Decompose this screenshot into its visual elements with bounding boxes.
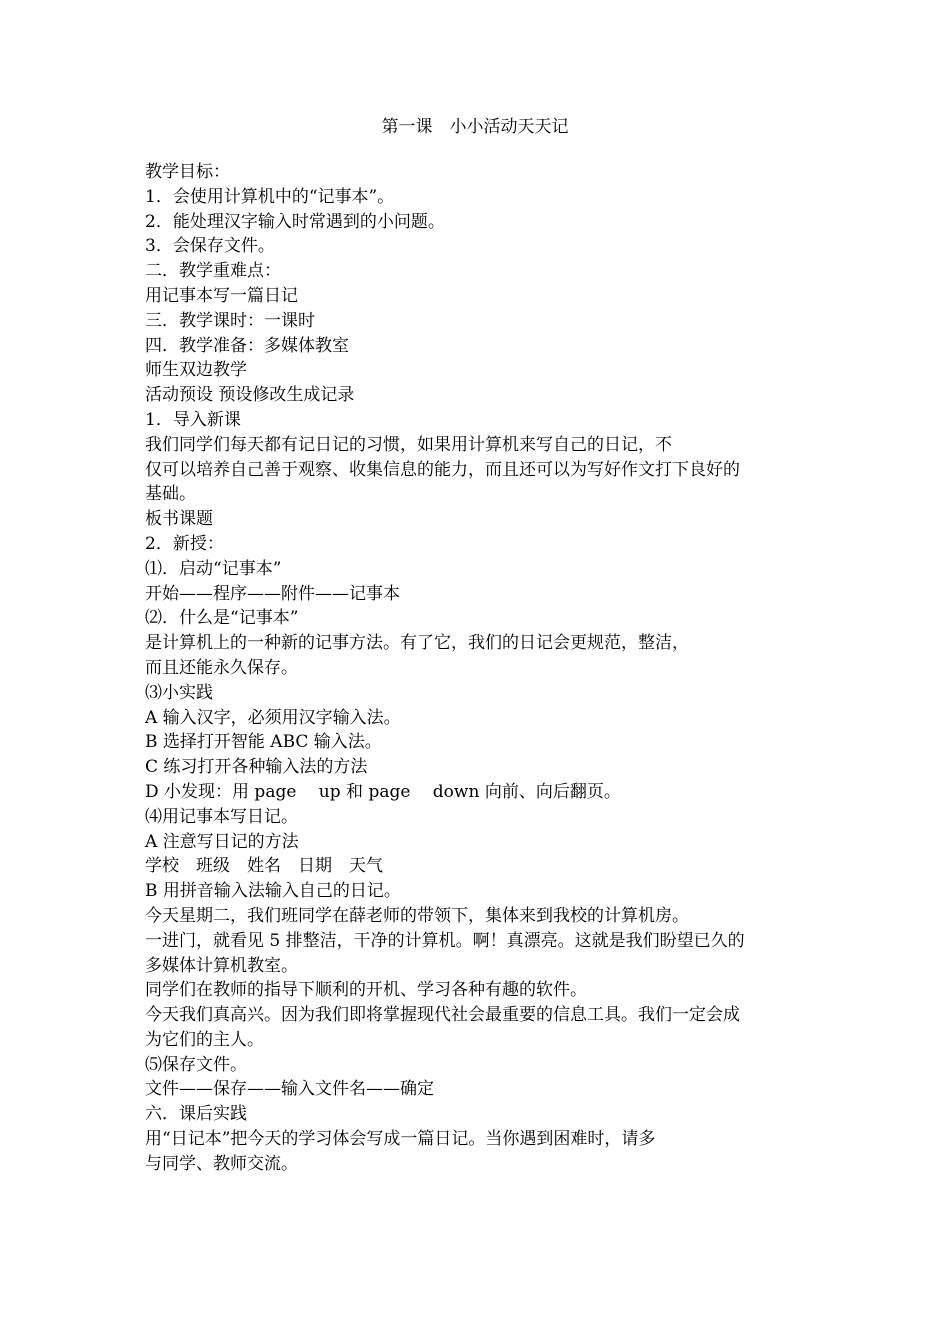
text-line: 今天我们真高兴。因为我们即将掌握现代社会最重要的信息工具。我们一定会成 (145, 1005, 740, 1026)
text-line: 我们同学们每天都有记日记的习惯，如果用计算机来写自己的日记，不 (145, 434, 672, 455)
text-line: A 输入汉字，必须用汉字输入法。 (145, 707, 401, 728)
section-heading: 四．教学准备：多媒体教室 (145, 335, 349, 356)
section-heading: 六．课后实践 (145, 1104, 247, 1125)
text-line: B 用拼音输入法输入自己的日记。 (145, 881, 401, 902)
text-line: 而且还能永久保存。 (145, 657, 298, 678)
text-line: 1．会使用计算机中的“记事本”。 (145, 186, 395, 207)
text-line: 一进门，就看见 5 排整洁，干净的计算机。啊！真漂亮。这就是我们盼望已久的 (145, 930, 745, 951)
text-line: 今天星期二，我们班同学在薛老师的带领下，集体来到我校的计算机房。 (145, 905, 689, 926)
text-line: ⑴．启动“记事本” (145, 558, 282, 579)
text-line: 仅可以培养自己善于观察、收集信息的能力，而且还可以为写好作文打下良好的 (145, 459, 740, 480)
text-line: 为它们的主人。 (145, 1029, 264, 1050)
text-line: 师生双边教学 (145, 360, 247, 381)
page-title: 第一课 小小活动天天记 (381, 117, 569, 137)
text-line: 同学们在教师的指导下顺利的开机、学习各种有趣的软件。 (145, 980, 587, 1001)
text-line: D 小发现：用 page up 和 page down 向前、向后翻页。 (145, 781, 621, 802)
text-line: 与同学、教师交流。 (145, 1153, 298, 1174)
text-line: 板书课题 (145, 509, 213, 530)
text-line: ⑸保存文件。 (145, 1054, 247, 1075)
text-line: 是计算机上的一种新的记事方法。有了它，我们的日记会更规范，整洁， (145, 633, 689, 654)
text-line: 教学目标： (145, 162, 230, 182)
text-line: 用记事本写一篇日记 (145, 285, 298, 306)
section-heading: 二．教学重难点： (145, 261, 281, 282)
text-line: 2．新授： (145, 533, 224, 554)
text-line: 2．能处理汉字输入时常遇到的小问题。 (145, 211, 445, 232)
text-line: 多媒体计算机教室。 (145, 955, 298, 976)
text-line: ⑷用记事本写日记。 (145, 806, 298, 827)
text-line: 开始——程序——附件——记事本 (145, 583, 400, 604)
text-line: 学校 班级 姓名 日期 天气 (145, 856, 383, 877)
text-line: C 练习打开各种输入法的方法 (145, 757, 368, 778)
text-line: ⑶小实践 (145, 682, 213, 703)
text-line: 3．会保存文件。 (145, 236, 275, 257)
text-line: 基础。 (145, 484, 196, 505)
text-line: 用“日记本”把今天的学习体会写成一篇日记。当你遇到困难时，请多 (145, 1129, 656, 1150)
text-line: A 注意写日记的方法 (145, 831, 299, 852)
text-line: 活动预设 预设修改生成记录 (145, 385, 355, 406)
section-heading: 三．教学课时：一课时 (145, 310, 315, 331)
text-line: B 选择打开智能 ABC 输入法。 (145, 732, 382, 753)
text-line: 1．导入新课 (145, 409, 241, 430)
document-body (145, 160, 810, 1177)
text-line: ⑵．什么是“记事本” (145, 608, 299, 629)
text-line: 文件——保存——输入文件名——确定 (145, 1079, 434, 1100)
